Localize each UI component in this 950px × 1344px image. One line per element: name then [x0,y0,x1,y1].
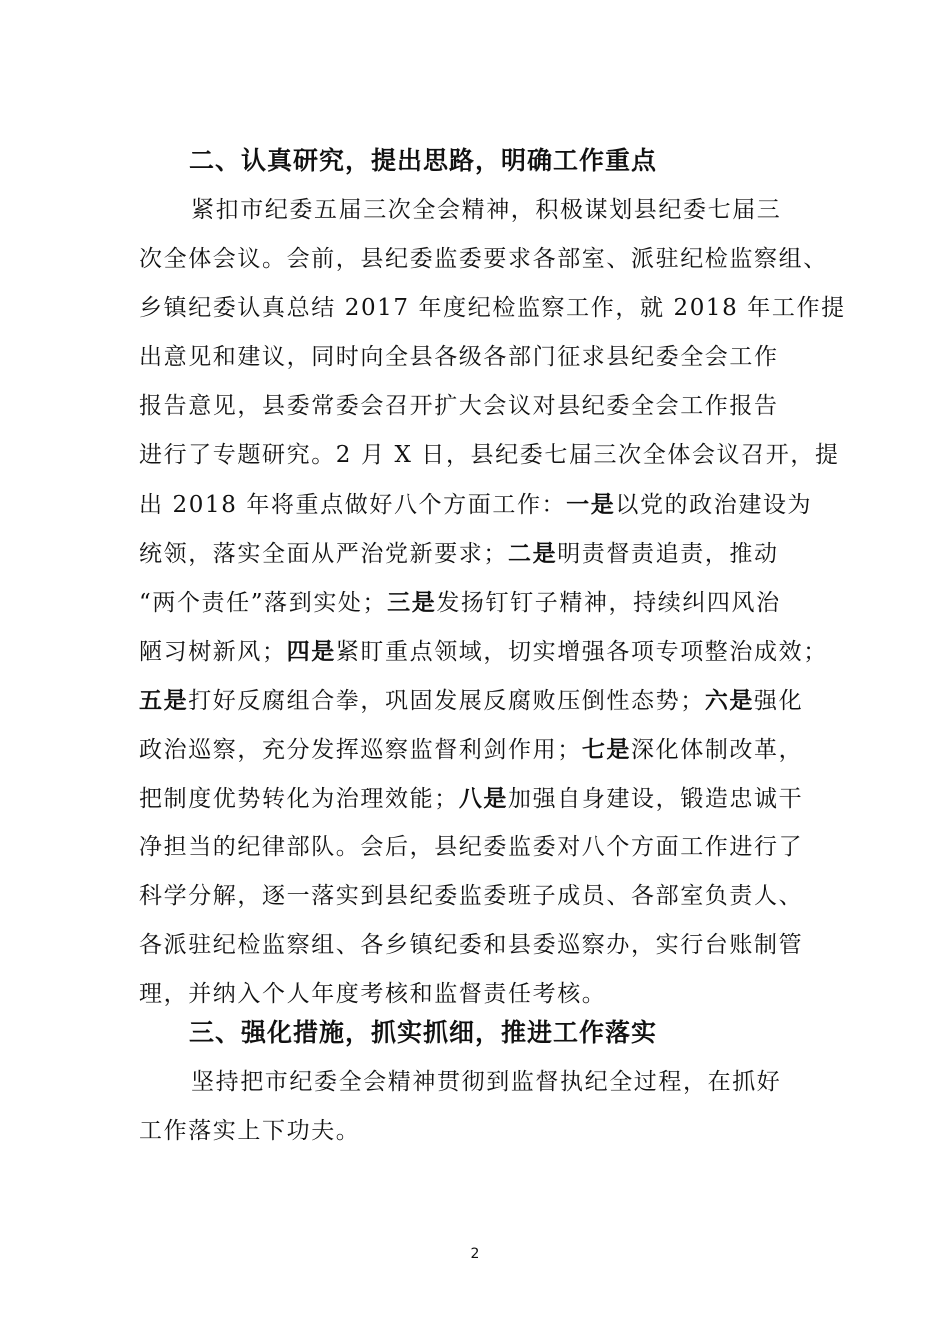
section-2-line [139,578,819,627]
text-run: 把制度优势转化为治理效能； [139,786,459,812]
section-2-heading: 二、认真研究，提出思路，明确工作重点 [189,146,658,175]
text-run: 出 2018 年将重点做好八个方面工作： [139,492,567,518]
text-run: 工作落实上下功夫。 [139,1118,361,1144]
bold-ordinal: 五是 [139,687,189,714]
text-run: 理，并纳入个人年度考核和监督责任考核。 [139,981,607,1007]
section-2-line [139,529,819,578]
section-2-line [139,627,828,676]
text-run: “两个责任”落到实处； [139,590,388,616]
section-3-line [139,1107,819,1156]
bold-ordinal: 四是 [286,638,336,665]
page-number: 2 [470,1246,480,1262]
text-run: 强化 [754,688,804,714]
section-2-line [139,382,819,431]
bold-ordinal: 一是 [566,491,616,518]
bold-ordinal: 七是 [581,736,632,763]
section-2-line [139,823,819,872]
section-2-line [139,284,846,333]
text-run: 明责督责追责，推动 [557,541,779,567]
section-2-line [139,774,819,823]
text-run: 各派驻纪检监察组、各乡镇纪委和县委巡察办，实行台账制管 [139,932,804,958]
section-2-line [139,235,828,284]
section-2-line [139,676,819,725]
text-run: 进行了专题研究。2 月 X 日，县纪委七届三次全体会议召开，提 [139,442,840,468]
section-2-line [139,186,819,235]
section-2-line [139,725,819,774]
text-run: 深化体制改革， [631,737,804,763]
text-run: 出意见和建议，同时向全县各级各部门征求县纪委全会工作 [139,344,779,370]
bold-ordinal: 三是 [387,589,437,616]
text-run: 统领，落实全面从严治党新要求； [139,541,508,567]
section-2-line [139,970,819,1019]
bold-ordinal: 二是 [508,540,558,567]
section-2-line [139,480,819,529]
text-run: 净担当的纪律部队。会后，县纪委监委对八个方面工作进行了 [139,834,804,860]
bold-ordinal: 六是 [704,687,755,714]
text-run: 报告意见，县委常委会召开扩大会议对县纪委全会工作报告 [139,393,779,419]
section-3-paragraph [139,1058,819,1156]
bold-ordinal: 八是 [458,785,509,812]
text-run: 乡镇纪委认真总结 2017 年度纪检监察工作，就 2018 年工作提 [139,295,846,321]
text-run: 紧盯重点领域，切实增强各项专项整治成效； [335,639,828,665]
text-run: 坚持把市纪委全会精神贯彻到监督执纪全过程，在抓好 [191,1069,782,1095]
text-run: 打好反腐组合拳，巩固发展反腐败压倒性态势； [188,688,705,714]
text-run: 发扬钉钉子精神，持续纠四风治 [436,590,781,616]
section-2-line [139,872,819,921]
section-2-line [139,921,819,970]
section-3-heading: 三、强化措施，抓实抓细，推进工作落实 [189,1018,658,1047]
text-run: 次全体会议。会前，县纪委监委要求各部室、派驻纪检监察组、 [139,246,828,272]
text-run: 科学分解，逐一落实到县纪委监委班子成员、各部室负责人、 [139,883,804,909]
text-run: 加强自身建设，锻造忠诚干 [508,786,804,812]
section-2-line [139,333,819,382]
text-run: 政治巡察，充分发挥巡察监督利剑作用； [139,737,582,763]
text-run: 紧扣市纪委五届三次全会精神，积极谋划县纪委七届三 [191,197,782,223]
text-run: 以党的政治建设为 [615,492,813,518]
section-2-line [139,431,840,480]
text-run: 陋习树新风； [139,639,287,665]
section-2-paragraph [139,186,846,1019]
section-3-line [139,1058,819,1107]
